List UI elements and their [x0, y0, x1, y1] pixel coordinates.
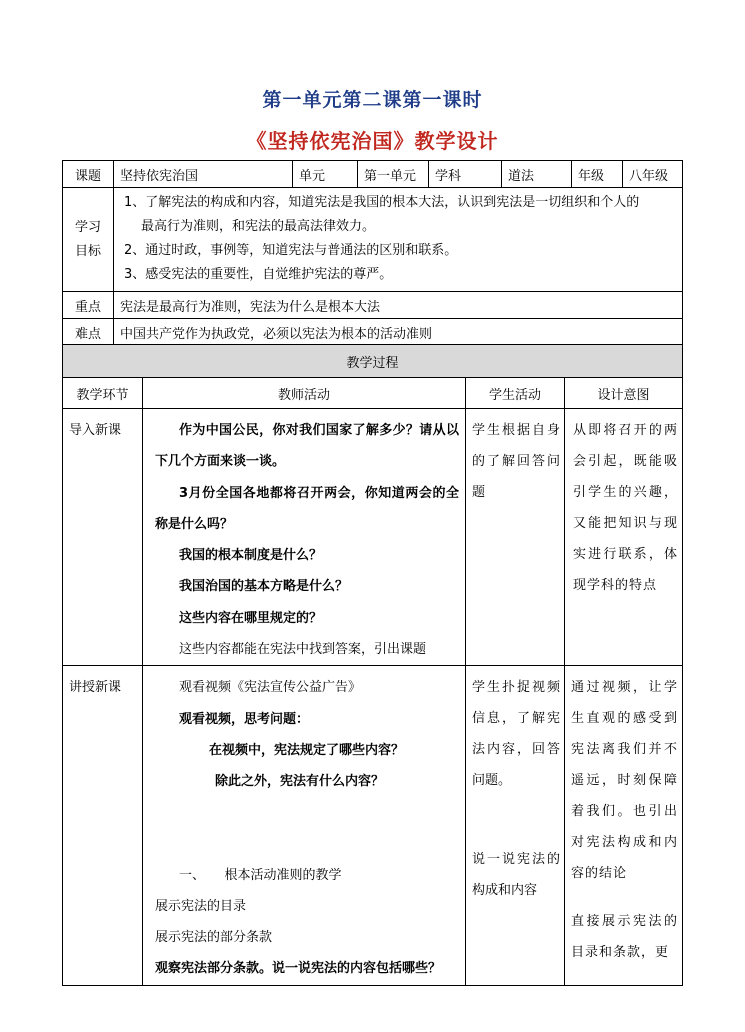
- teacher-line: 这些内容在哪里规定的？: [179, 610, 323, 626]
- topic-value: 坚持依宪治国: [114, 161, 293, 188]
- student-activity-lecture: [466, 666, 565, 985]
- teacher-line: 观看视频，思考问题：: [179, 711, 310, 727]
- table-row: [63, 409, 683, 666]
- info-table: [62, 160, 683, 346]
- teacher-line: 观看视频《宪法宣传公益广告》: [179, 680, 362, 696]
- document-title-line2: 《坚持依宪治国》教学设计: [246, 129, 499, 153]
- student-lecture-part1: 学生扑捉视频信息，了解宪法内容，回答问题。: [472, 680, 560, 789]
- teacher-line: 展示宪法的目录: [155, 898, 247, 914]
- difficulty-value: 中国共产党作为执政党，必须以宪法为根本的活动准则: [114, 319, 683, 346]
- col-teacher-header: 教师活动: [143, 378, 466, 409]
- teacher-line: 在视频中，宪法规定了哪些内容？: [209, 742, 405, 758]
- teacher-line: 作为中国公民，你对我们国家了解多少？请从以下几个方面来谈一谈。: [155, 423, 459, 470]
- subject-label: 学科: [429, 161, 502, 188]
- grade-label: 年级: [572, 161, 623, 188]
- col-stage-header: 教学环节: [63, 378, 143, 409]
- intent-lecture-part2: 直接展示宪法的目录和条款，更: [571, 914, 679, 961]
- goals-label-line2: 目标: [74, 243, 101, 259]
- unit-value: 第一单元: [358, 161, 429, 188]
- document-title-line1: 第一单元第二课第一课时: [262, 89, 483, 111]
- teacher-line: 展示宪法的部分条款: [155, 930, 273, 946]
- subject-value: 道法: [502, 161, 572, 188]
- goal-item-3: 3、感受宪法的重要性，自觉维护宪法的尊严。: [124, 267, 393, 282]
- student-lecture-part2: 说一说宪法的构成和内容: [472, 852, 560, 899]
- teacher-line: 除此之外，宪法有什么内容？: [215, 774, 385, 790]
- goals-label-line1: 学习: [74, 219, 101, 235]
- design-intent-lecture: [565, 666, 683, 985]
- difficulty-label: 难点: [63, 319, 114, 346]
- student-activity-intro: 学生根据自身的了解回答问题: [466, 409, 565, 666]
- teacher-line: 一、 根本活动准则的教学: [179, 867, 342, 883]
- goal-item-1-cont: 最高行为准则，和宪法的最高法律效力。: [141, 219, 376, 234]
- key-point-label: 重点: [63, 292, 114, 319]
- process-table: [62, 344, 683, 986]
- teacher-line: 我国治国的基本方略是什么？: [179, 579, 349, 595]
- col-intent-header: 设计意图: [565, 378, 683, 409]
- process-header: 教学过程: [63, 345, 683, 378]
- intent-lecture-part1: 通过视频，让学生直观的感受到宪法离我们并不遥远，时刻保障着我们。也引出对宪法构成和内容的结论: [571, 680, 679, 882]
- goals-label: [63, 188, 114, 292]
- topic-label: 课题: [63, 161, 114, 188]
- teacher-line: 我国的根本制度是什么？: [179, 548, 323, 564]
- col-student-header: 学生活动: [466, 378, 565, 409]
- teacher-line: 3月份全国各地都将召开两会，你知道两会的全称是什么吗？: [155, 485, 459, 532]
- goal-item-1: 1、了解宪法的构成和内容，知道宪法是我国的根本大法，认识到宪法是一切组织和个人的: [124, 195, 640, 210]
- grade-value: 八年级: [623, 161, 683, 188]
- teacher-line: 这些内容都能在宪法中找到答案，引出课题: [179, 642, 427, 658]
- teacher-activity-lecture: [143, 666, 466, 985]
- unit-label: 单元: [293, 161, 358, 188]
- design-intent-intro: 从即将召开的两会引起，既能吸引学生的兴趣，又能把知识与现实进行联系，体现学科的特点: [565, 409, 683, 666]
- stage-intro: 导入新课: [63, 409, 143, 666]
- goals-content: [114, 188, 683, 292]
- goal-item-2: 2、通过时政，事例等，知道宪法与普通法的区别和联系。: [124, 243, 458, 258]
- table-row: [63, 666, 683, 985]
- key-point-value: 宪法是最高行为准则，宪法为什么是根本大法: [114, 292, 683, 319]
- teacher-line: 观察宪法部分条款。说一说宪法的内容包括哪些？: [155, 961, 442, 977]
- stage-lecture: 讲授新课: [63, 666, 143, 985]
- teacher-activity-intro: [143, 409, 466, 666]
